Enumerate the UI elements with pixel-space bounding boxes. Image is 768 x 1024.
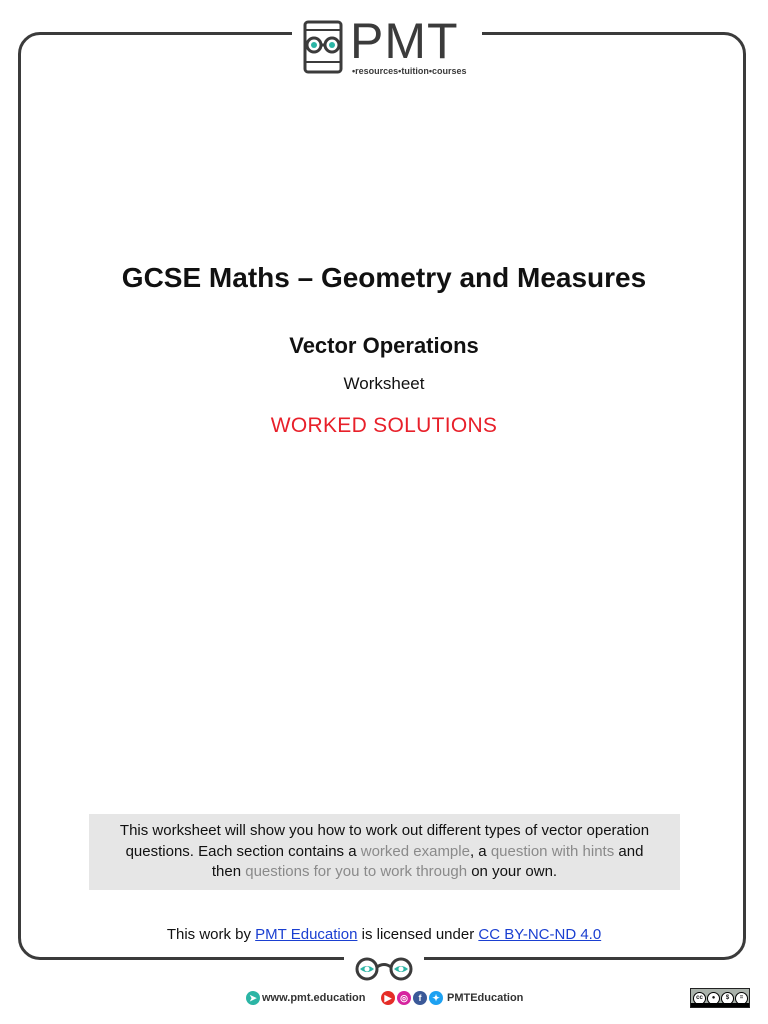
footer-social[interactable] bbox=[381, 990, 523, 1006]
worked-example-highlight: worked example bbox=[360, 842, 470, 860]
document-type: Worksheet bbox=[343, 374, 425, 393]
website-text: www.pmt.education bbox=[262, 992, 366, 1004]
footer-website[interactable] bbox=[246, 990, 366, 1006]
worked-solutions-label: WORKED SOLUTIONS bbox=[270, 414, 498, 437]
facebook-icon: f bbox=[413, 991, 427, 1005]
book-glasses-icon bbox=[300, 20, 346, 76]
nc-icon: $ bbox=[721, 992, 734, 1005]
intro-text: on your own. bbox=[467, 863, 558, 880]
cc-icon: cc bbox=[693, 992, 706, 1005]
youtube-icon: ▶ bbox=[381, 991, 395, 1005]
intro-text: This worksheet will show you how to work out different types of vector operation questions. Each section contains a bbox=[119, 822, 650, 860]
intro-text: , a bbox=[469, 842, 491, 860]
by-icon: ● bbox=[707, 992, 720, 1005]
intro-box bbox=[89, 814, 680, 890]
license-middle: is licensed under bbox=[357, 926, 479, 943]
cc-license-badge[interactable] bbox=[690, 988, 750, 1008]
instagram-icon: ◎ bbox=[397, 991, 411, 1005]
logo-tagline: •resources•tuition•courses bbox=[352, 66, 467, 76]
glasses-icon bbox=[350, 956, 418, 982]
topic-title: Vector Operations bbox=[289, 333, 479, 358]
questions-own-highlight: questions for you to work through bbox=[245, 863, 468, 880]
logo-text: PMT bbox=[350, 13, 459, 69]
pmt-logo bbox=[300, 13, 480, 80]
cursor-icon: ➤ bbox=[246, 991, 260, 1005]
license-line bbox=[0, 926, 768, 943]
license-prefix: This work by bbox=[166, 926, 256, 943]
question-with-hints-highlight: question with hints bbox=[490, 842, 615, 860]
nd-icon: = bbox=[735, 992, 748, 1005]
intro-text: and then bbox=[211, 842, 644, 880]
pmt-education-link[interactable]: PMT Education bbox=[255, 926, 358, 943]
page-title: GCSE Maths – Geometry and Measures bbox=[121, 262, 647, 293]
twitter-icon: ✦ bbox=[429, 991, 443, 1005]
cc-license-link[interactable]: CC BY-NC-ND 4.0 bbox=[478, 926, 602, 943]
social-handle: PMTEducation bbox=[447, 992, 524, 1004]
cc-badge-strip bbox=[691, 1003, 749, 1007]
